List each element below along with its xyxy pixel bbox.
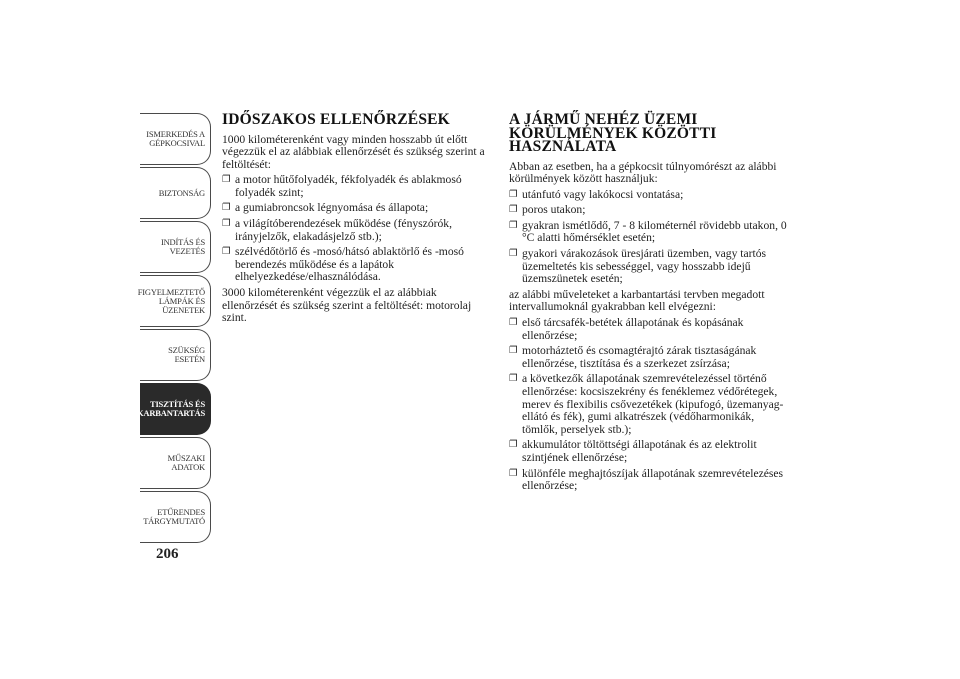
tab-label: FIGYELMEZTETŐ LÁMPÁK ÉS ÜZENETEK [137,286,205,315]
tab-ismerkedes[interactable] [140,113,211,165]
tab-muszaki[interactable] [140,437,211,489]
tab-biztonsag[interactable] [140,167,211,219]
tab-label: BIZTONSÁG [158,187,205,198]
list-item: ❐ poros utakon; [509,204,787,217]
section-heading-periodic-checks: IDŐSZAKOS ELLENŐRZÉSEK [222,111,450,128]
list-item: ❐ első tárcsafék-betétek állapotának és kopásának ellenőrzése; [509,317,787,342]
list-item: ❐ motorháztető és csomagtérajtó zárak tisztaságának ellenőrzése, tisztítása és a szerkezet zsírzása; [509,345,787,370]
operation-list [509,317,787,493]
list-item: ❐ a motor hűtőfolyadék, fékfolyadék és ablakmosó folyadék szint; [222,174,492,199]
paragraph-intro: 1000 kilométerenként vagy minden hosszabb út előtt végezzük el az alábbiak ellenőrzését és szükség szerint a feltöltését: [222,132,485,171]
list-item: ❐ a világítóberendezések működése (fényszórók, irányjelzők, elakadásjelző stb.); [222,218,492,243]
list-item: ❐ utánfutó vagy lakókocsi vontatása; [509,189,787,202]
tab-figyelmezteto[interactable] [137,275,211,327]
list-item: ❐ gyakran ismétlődő, 7 - 8 kilométernél rövidebb utakon, 0 °C alatti hőmérséklet esetén; [509,220,787,245]
paragraph-middle: az alábbi műveleteket a karbantartási tervben megadott intervallumoknál gyakrabban kell elvégezni: [509,287,765,314]
condition-list [509,189,787,286]
tab-label: MŰSZAKI ADATOK [167,453,205,472]
paragraph-intro: Abban az esetben, ha a gépkocsit túlnyomórészt az alábbi körülmények között használjuk: [509,159,777,186]
tab-label: INDÍTÁS ÉS VEZETÉS [160,237,205,256]
right-column [509,113,787,496]
section-heading-severe-conditions: A JÁRMŰ NEHÉZ ÜZEMI KÖRÜLMÉNYEK KÖZÖTTI HASZNÁLATA [509,111,717,155]
tab-label: TISZTÍTÁS ÉS KARBANTARTÁS [137,399,205,418]
tab-szukseg[interactable] [140,329,211,381]
check-list [222,174,492,284]
page-number: 206 [156,546,179,562]
chapter-sidebar [137,113,211,543]
tab-tisztitas[interactable] [137,383,211,435]
list-item: ❐ különféle meghajtószíjak állapotának szemrevételezéses ellenőrzése; [509,468,787,493]
tab-label: ETŰRENDES TÁRGYMUTATÓ [143,507,205,526]
list-item: ❐ szélvédőtörlő és -mosó/hátsó ablaktörlő és -mosó berendezés működése és a lapátok elhelyezkedése/elhasználódása. [222,246,492,284]
left-column [222,113,492,328]
paragraph-outro: 3000 kilométerenként végezzük el az alábbiak ellenőrzését és szükség szerint a feltöltését: motorolaj szint. [222,286,472,325]
tab-targymutato[interactable] [140,491,211,543]
tab-inditas[interactable] [140,221,211,273]
tab-label: ISMERKEDÉS A GÉPKOCSIVAL [146,129,205,148]
list-item: ❐ a következők állapotának szemrevételezéssel történő ellenőrzése: kocsiszekrény és fenéklemez védőrétegek, merev és flexibilis csővezetékek (kipufogó, üzemanyag-ellátó és fék), gumi alkatrészek (védőharmonikák, tömlők, perselyek stb.); [509,373,787,436]
list-item: ❐ gyakori várakozások üresjárati üzemben, vagy tartós üzemeltetés kis sebességgel, vagy hosszabb idejű üzemszünetek esetén; [509,248,787,286]
tab-label: SZÜKSÉG ESETÉN [168,345,205,364]
list-item: ❐ a gumiabroncsok légnyomása és állapota; [222,202,492,215]
list-item: ❐ akkumulátor töltöttségi állapotának és az elektrolit szintjének ellenőrzése; [509,439,787,464]
